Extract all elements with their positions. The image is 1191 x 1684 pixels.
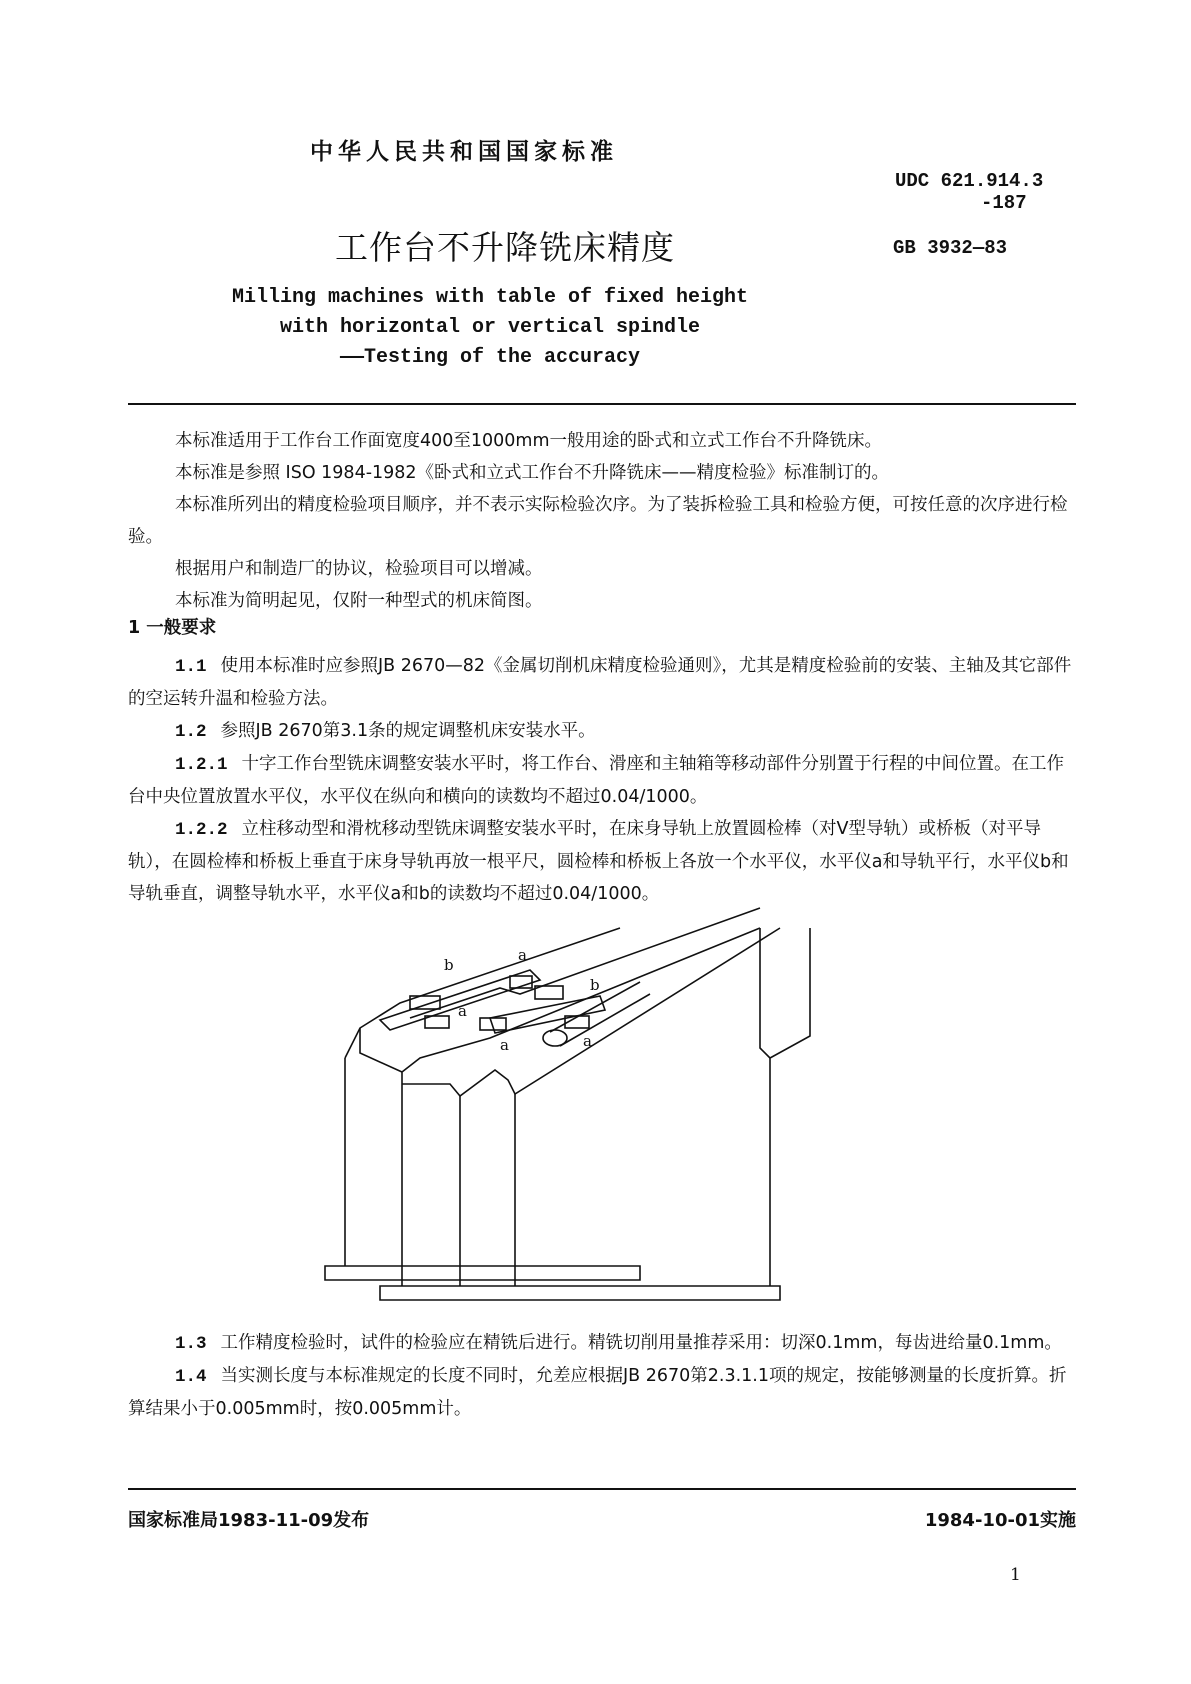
section-heading: 1 一般要求 <box>128 618 217 638</box>
clause-number: 1.1 <box>175 657 207 677</box>
document-title-cn: 工作台不升降铣床精度 <box>335 228 675 267</box>
udc-line-1: UDC 621.914.3 <box>895 170 1044 192</box>
section-1 <box>128 612 1076 910</box>
clause <box>128 650 1076 715</box>
effective-date: 1984-10-01实施 <box>924 1510 1076 1531</box>
test-bar <box>550 982 650 1046</box>
base-front <box>380 1286 780 1300</box>
page-number: 1 <box>1010 1565 1021 1585</box>
clause-text: 立柱移动型和滑枕移动型铣床调整安装水平时，在床身导轨上放置圆检棒（对V型导轨）或桥板（对平导轨），在圆检棒和桥板上垂直于床身导轨再放一根平尺，圆检棒和桥板上各放一个水平仪，水平仪a和导轨平行，水平仪b和导轨垂直，调整导轨水平，水平仪a和b的读数均不超过0.04/1000。 <box>128 819 1069 904</box>
clause <box>128 748 1076 813</box>
header-divider <box>128 403 1076 405</box>
intro-paragraph: 根据用户和制造厂的协议，检验项目可以增减。 <box>175 559 543 579</box>
document-title-en <box>220 283 760 373</box>
clause-text: 工作精度检验时，试件的检验应在精铣后进行。精铣切削用量推荐采用：切深0.1mm，每齿进给量0.1mm。 <box>220 1333 1062 1353</box>
front-bed-right <box>770 928 810 1286</box>
base-back <box>325 1266 640 1280</box>
label-a: a <box>458 1002 467 1020</box>
title-en-line: with horizontal or vertical spindle <box>279 316 701 339</box>
udc-line-2: -187 <box>981 192 1027 214</box>
gb-standard-number: GB 3932—83 <box>893 237 1008 259</box>
clause <box>128 813 1076 910</box>
title-en-line: ——Testing of the accuracy <box>339 346 641 369</box>
label-a: a <box>500 1036 509 1054</box>
clause <box>128 1360 1076 1425</box>
intro-paragraph: 本标准为简明起见，仅附一种型式的机床简图。 <box>175 591 543 611</box>
intro-paragraph: 本标准适用于工作台工作面宽度400至1000mm一般用途的卧式和立式工作台不升降铣床。 <box>175 431 883 451</box>
title-en-line: Milling machines with table of fixed height <box>231 286 749 309</box>
machine-bed-diagram <box>340 946 840 1300</box>
bridge-plate <box>380 970 540 1030</box>
clause <box>128 715 1076 748</box>
clause-number: 1.2.1 <box>175 755 228 775</box>
clause-text: 十字工作台型铣床调整安装水平时，将工作台、滑座和主轴箱等移动部件分别置于行程的中间位置。在工作台中央位置放置水平仪，水平仪在纵向和横向的读数均不超过0.04/1000。 <box>128 754 1065 807</box>
intro-paragraph: 本标准所列出的精度检验项目顺序，并不表示实际检验次序。为了装拆检验工具和检验方便，可按任意的次序进行检验。 <box>128 495 1068 547</box>
label-a: a <box>518 946 527 964</box>
clause-text: 使用本标准时应参照JB 2670—82《金属切削机床精度检验通则》，尤其是精度检验前的安装、主轴及其它部件的空运转升温和检验方法。 <box>128 656 1072 709</box>
clause-text: 参照JB 2670第3.1条的规定调整机床安装水平。 <box>220 721 596 741</box>
clause-number: 1.2 <box>175 722 207 742</box>
issuing-body: 中华人民共和国国家标准 <box>310 139 618 165</box>
udc-code <box>895 170 1043 214</box>
intro-paragraph: 本标准是参照 ISO 1984-1982《卧式和立式工作台不升降铣床——精度检验》标准制订的。 <box>175 463 890 483</box>
section-1-continued <box>128 1327 1076 1425</box>
clause-text: 当实测长度与本标准规定的长度不同时，允差应根据JB 2670第2.3.1.1项的规定，按能够测量的长度折算。折算结果小于0.005mm时，按0.005mm计。 <box>128 1366 1067 1419</box>
label-b: b <box>444 956 454 974</box>
clause-number: 1.4 <box>175 1367 207 1387</box>
label-b: b <box>590 976 600 994</box>
issue-date: 国家标准局1983-11-09发布 <box>128 1510 370 1531</box>
label-a: a <box>583 1032 592 1050</box>
clause <box>128 1327 1076 1360</box>
footer-divider <box>128 1488 1076 1490</box>
clause-number: 1.2.2 <box>175 820 228 840</box>
clause-number: 1.3 <box>175 1334 207 1354</box>
intro-text <box>128 425 1076 617</box>
